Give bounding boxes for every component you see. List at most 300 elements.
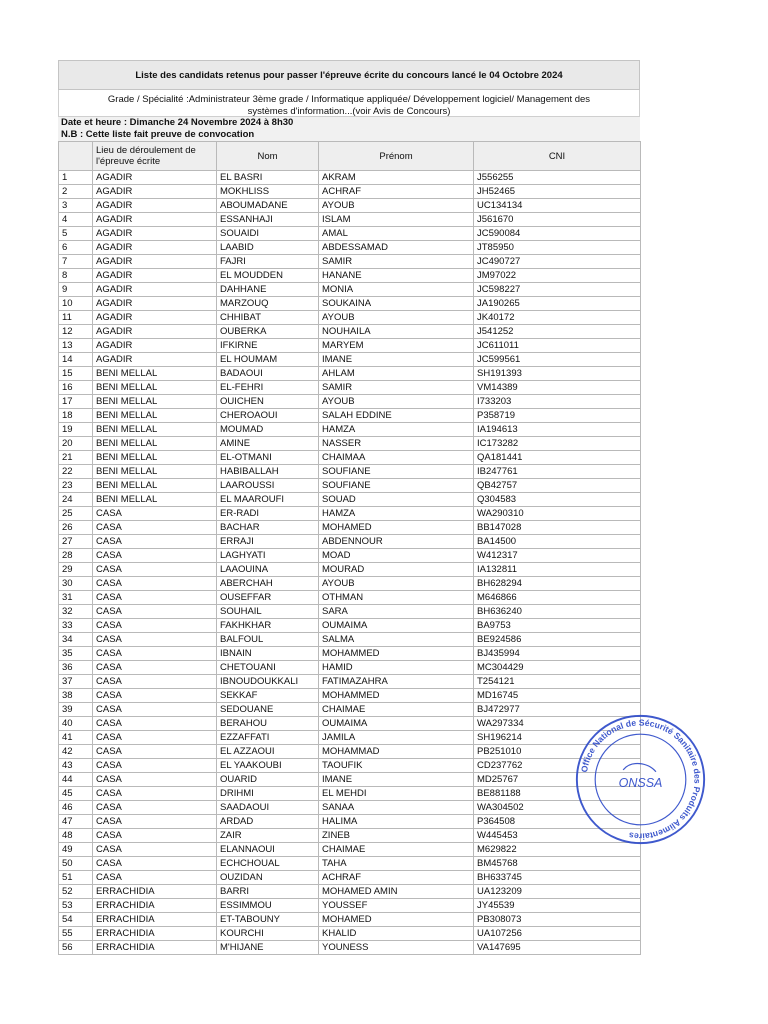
- header-lieu-line-2: l'épreuve écrite: [96, 156, 161, 167]
- exam-date-line: Date et heure : Dimanche 24 Novembre 2024 à 8h30: [58, 117, 640, 129]
- row-nom: BARRI: [217, 885, 319, 899]
- row-nom: LAAROUSSI: [217, 479, 319, 493]
- row-cni: SH196214: [474, 731, 641, 745]
- row-cni: JK40172: [474, 311, 641, 325]
- row-cni: JM97022: [474, 269, 641, 283]
- row-cni: BH636240: [474, 605, 641, 619]
- row-nom: SEDOUANE: [217, 703, 319, 717]
- row-nom: IBNOUDOUKKALI: [217, 675, 319, 689]
- row-prenom: MOHAMED: [319, 521, 474, 535]
- row-prenom: ISLAM: [319, 213, 474, 227]
- row-prenom: MOHAMMED: [319, 647, 474, 661]
- row-cni: MD16745: [474, 689, 641, 703]
- row-number: 33: [59, 619, 93, 633]
- row-lieu: CASA: [93, 773, 217, 787]
- row-number: 2: [59, 185, 93, 199]
- row-lieu: ERRACHIDIA: [93, 927, 217, 941]
- row-prenom: SOUKAINA: [319, 297, 474, 311]
- row-number: 48: [59, 829, 93, 843]
- table-row: [59, 619, 641, 633]
- row-nom: EL-OTMANI: [217, 451, 319, 465]
- table-row: [59, 241, 641, 255]
- row-cni: UC134134: [474, 199, 641, 213]
- row-cni: BA9753: [474, 619, 641, 633]
- row-cni: JC590084: [474, 227, 641, 241]
- row-number: 15: [59, 367, 93, 381]
- row-lieu: BENI MELLAL: [93, 437, 217, 451]
- row-lieu: CASA: [93, 871, 217, 885]
- row-nom: BADAOUI: [217, 367, 319, 381]
- row-lieu: CASA: [93, 577, 217, 591]
- row-number: 39: [59, 703, 93, 717]
- table-body: [59, 171, 641, 955]
- header-nom: Nom: [217, 142, 319, 171]
- table-header-row: [59, 142, 641, 171]
- table-row: [59, 171, 641, 185]
- row-lieu: AGADIR: [93, 185, 217, 199]
- table-row: [59, 647, 641, 661]
- row-number: 6: [59, 241, 93, 255]
- row-cni: IB247761: [474, 465, 641, 479]
- row-prenom: SANAA: [319, 801, 474, 815]
- row-prenom: NOUHAILA: [319, 325, 474, 339]
- row-cni: JY45539: [474, 899, 641, 913]
- stamp-signature-mark: [623, 764, 656, 772]
- row-nom: ABOUMADANE: [217, 199, 319, 213]
- row-prenom: SAMIR: [319, 381, 474, 395]
- row-lieu: ERRACHIDIA: [93, 913, 217, 927]
- row-nom: EL HOUMAM: [217, 353, 319, 367]
- row-lieu: BENI MELLAL: [93, 423, 217, 437]
- table-row: [59, 311, 641, 325]
- table-row: [59, 801, 641, 815]
- row-number: 51: [59, 871, 93, 885]
- table-row: [59, 703, 641, 717]
- table-row: [59, 521, 641, 535]
- row-number: 27: [59, 535, 93, 549]
- table-row: [59, 297, 641, 311]
- header-number: [59, 142, 93, 171]
- row-cni: BH633745: [474, 871, 641, 885]
- row-lieu: AGADIR: [93, 297, 217, 311]
- row-nom: ARDAD: [217, 815, 319, 829]
- row-number: 42: [59, 745, 93, 759]
- row-nom: FAKHKHAR: [217, 619, 319, 633]
- row-number: 16: [59, 381, 93, 395]
- row-lieu: AGADIR: [93, 171, 217, 185]
- row-number: 37: [59, 675, 93, 689]
- row-lieu: BENI MELLAL: [93, 465, 217, 479]
- row-prenom: AYOUB: [319, 577, 474, 591]
- row-prenom: TAHA: [319, 857, 474, 871]
- row-number: 3: [59, 199, 93, 213]
- row-prenom: KHALID: [319, 927, 474, 941]
- row-number: 47: [59, 815, 93, 829]
- row-nom: FAJRI: [217, 255, 319, 269]
- row-number: 53: [59, 899, 93, 913]
- row-cni: IC173282: [474, 437, 641, 451]
- row-number: 13: [59, 339, 93, 353]
- row-cni: T254121: [474, 675, 641, 689]
- onssa-stamp: [573, 712, 708, 847]
- row-lieu: AGADIR: [93, 241, 217, 255]
- table-row: [59, 745, 641, 759]
- table-row: [59, 633, 641, 647]
- row-lieu: CASA: [93, 801, 217, 815]
- row-number: 30: [59, 577, 93, 591]
- row-nom: MOUMAD: [217, 423, 319, 437]
- row-prenom: EL MEHDI: [319, 787, 474, 801]
- row-number: 23: [59, 479, 93, 493]
- table-row: [59, 661, 641, 675]
- row-nom: ELANNAOUI: [217, 843, 319, 857]
- row-lieu: CASA: [93, 661, 217, 675]
- row-nom: CHHIBAT: [217, 311, 319, 325]
- row-cni: QA181441: [474, 451, 641, 465]
- row-prenom: SALMA: [319, 633, 474, 647]
- row-cni: JC598227: [474, 283, 641, 297]
- row-nom: LAGHYATI: [217, 549, 319, 563]
- row-lieu: AGADIR: [93, 213, 217, 227]
- row-cni: Q304583: [474, 493, 641, 507]
- row-nom: KOURCHI: [217, 927, 319, 941]
- row-cni: SH191393: [474, 367, 641, 381]
- row-lieu: CASA: [93, 815, 217, 829]
- row-prenom: SAMIR: [319, 255, 474, 269]
- document-sheet: [58, 60, 640, 955]
- row-prenom: AMAL: [319, 227, 474, 241]
- row-cni: MC304429: [474, 661, 641, 675]
- row-cni: BB147028: [474, 521, 641, 535]
- table-row: [59, 815, 641, 829]
- row-prenom: SOUFIANE: [319, 465, 474, 479]
- row-cni: BJ472977: [474, 703, 641, 717]
- table-row: [59, 941, 641, 955]
- row-lieu: AGADIR: [93, 199, 217, 213]
- table-row: [59, 493, 641, 507]
- row-nom: LAABID: [217, 241, 319, 255]
- row-cni: QB42757: [474, 479, 641, 493]
- row-lieu: CASA: [93, 731, 217, 745]
- table-row: [59, 563, 641, 577]
- row-number: 28: [59, 549, 93, 563]
- row-lieu: ERRACHIDIA: [93, 941, 217, 955]
- row-lieu: CASA: [93, 633, 217, 647]
- row-nom: SEKKAF: [217, 689, 319, 703]
- row-lieu: CASA: [93, 675, 217, 689]
- row-cni: IA194613: [474, 423, 641, 437]
- row-cni: WA304502: [474, 801, 641, 815]
- row-number: 45: [59, 787, 93, 801]
- row-prenom: YOUNESS: [319, 941, 474, 955]
- table-row: [59, 395, 641, 409]
- row-prenom: ACHRAF: [319, 185, 474, 199]
- row-nom: EL-FEHRI: [217, 381, 319, 395]
- row-nom: M'HIJANE: [217, 941, 319, 955]
- table-row: [59, 899, 641, 913]
- row-number: 52: [59, 885, 93, 899]
- table-row: [59, 787, 641, 801]
- row-number: 54: [59, 913, 93, 927]
- row-number: 9: [59, 283, 93, 297]
- table-row: [59, 507, 641, 521]
- row-number: 1: [59, 171, 93, 185]
- row-cni: CD237762: [474, 759, 641, 773]
- row-number: 32: [59, 605, 93, 619]
- row-prenom: ABDESSAMAD: [319, 241, 474, 255]
- row-number: 55: [59, 927, 93, 941]
- row-prenom: SOUFIANE: [319, 479, 474, 493]
- row-number: 56: [59, 941, 93, 955]
- row-prenom: IMANE: [319, 353, 474, 367]
- row-prenom: MOHAMMAD: [319, 745, 474, 759]
- row-cni: VA147695: [474, 941, 641, 955]
- table-row: [59, 913, 641, 927]
- nb-note-line: N.B : Cette liste fait preuve de convocation: [58, 129, 640, 141]
- row-lieu: CASA: [93, 507, 217, 521]
- row-lieu: CASA: [93, 689, 217, 703]
- row-cni: P364508: [474, 815, 641, 829]
- row-prenom: JAMILA: [319, 731, 474, 745]
- row-prenom: MARYEM: [319, 339, 474, 353]
- row-prenom: HAMID: [319, 661, 474, 675]
- header-lieu: [93, 142, 217, 171]
- row-nom: ZAIR: [217, 829, 319, 843]
- row-prenom: AHLAM: [319, 367, 474, 381]
- table-row: [59, 269, 641, 283]
- table-row: [59, 927, 641, 941]
- row-nom: EL YAAKOUBI: [217, 759, 319, 773]
- table-row: [59, 213, 641, 227]
- row-number: 50: [59, 857, 93, 871]
- row-nom: EL BASRI: [217, 171, 319, 185]
- row-cni: PB251010: [474, 745, 641, 759]
- row-nom: BERAHOU: [217, 717, 319, 731]
- row-lieu: CASA: [93, 535, 217, 549]
- row-lieu: BENI MELLAL: [93, 395, 217, 409]
- table-row: [59, 675, 641, 689]
- row-lieu: AGADIR: [93, 353, 217, 367]
- row-nom: MARZOUQ: [217, 297, 319, 311]
- row-prenom: SARA: [319, 605, 474, 619]
- row-number: 19: [59, 423, 93, 437]
- row-lieu: CASA: [93, 829, 217, 843]
- table-row: [59, 885, 641, 899]
- row-nom: MOKHLISS: [217, 185, 319, 199]
- row-nom: OUZIDAN: [217, 871, 319, 885]
- table-row: [59, 731, 641, 745]
- table-row: [59, 465, 641, 479]
- row-cni: I733203: [474, 395, 641, 409]
- table-row: [59, 591, 641, 605]
- row-number: 20: [59, 437, 93, 451]
- row-number: 26: [59, 521, 93, 535]
- grade-specialty-box: [58, 90, 640, 117]
- table-row: [59, 479, 641, 493]
- row-cni: MD25767: [474, 773, 641, 787]
- row-lieu: CASA: [93, 563, 217, 577]
- table-row: [59, 857, 641, 871]
- row-cni: JC611011: [474, 339, 641, 353]
- row-prenom: IMANE: [319, 773, 474, 787]
- row-number: 10: [59, 297, 93, 311]
- row-number: 25: [59, 507, 93, 521]
- row-cni: BA14500: [474, 535, 641, 549]
- row-lieu: AGADIR: [93, 227, 217, 241]
- row-nom: BALFOUL: [217, 633, 319, 647]
- row-nom: OUBERKA: [217, 325, 319, 339]
- table-row: [59, 829, 641, 843]
- row-prenom: CHAIMAE: [319, 703, 474, 717]
- row-prenom: MOHAMED: [319, 913, 474, 927]
- row-lieu: CASA: [93, 745, 217, 759]
- row-prenom: FATIMAZAHRA: [319, 675, 474, 689]
- table-row: [59, 689, 641, 703]
- row-prenom: AKRAM: [319, 171, 474, 185]
- row-lieu: CASA: [93, 591, 217, 605]
- row-cni: M646866: [474, 591, 641, 605]
- row-cni: BM45768: [474, 857, 641, 871]
- table-row: [59, 773, 641, 787]
- row-lieu: BENI MELLAL: [93, 381, 217, 395]
- row-number: 17: [59, 395, 93, 409]
- row-lieu: CASA: [93, 843, 217, 857]
- row-prenom: CHAIMAA: [319, 451, 474, 465]
- row-nom: ERRAJI: [217, 535, 319, 549]
- row-prenom: MONIA: [319, 283, 474, 297]
- row-prenom: AYOUB: [319, 311, 474, 325]
- row-lieu: BENI MELLAL: [93, 409, 217, 423]
- row-cni: JA190265: [474, 297, 641, 311]
- table-row: [59, 255, 641, 269]
- row-nom: EL MAAROUFI: [217, 493, 319, 507]
- row-prenom: AYOUB: [319, 395, 474, 409]
- row-cni: P358719: [474, 409, 641, 423]
- grade-line-2: systèmes d'information...(voir Avis de Concours): [247, 106, 451, 117]
- row-number: 24: [59, 493, 93, 507]
- row-nom: LAAOUINA: [217, 563, 319, 577]
- row-prenom: MOURAD: [319, 563, 474, 577]
- row-cni: BJ435994: [474, 647, 641, 661]
- row-number: 12: [59, 325, 93, 339]
- row-nom: CHEROAOUI: [217, 409, 319, 423]
- row-lieu: AGADIR: [93, 255, 217, 269]
- row-nom: ER-RADI: [217, 507, 319, 521]
- row-lieu: CASA: [93, 549, 217, 563]
- row-prenom: ZINEB: [319, 829, 474, 843]
- row-prenom: OUMAIMA: [319, 717, 474, 731]
- table-row: [59, 367, 641, 381]
- table-row: [59, 353, 641, 367]
- row-nom: SAADAOUI: [217, 801, 319, 815]
- row-number: 43: [59, 759, 93, 773]
- row-lieu: CASA: [93, 703, 217, 717]
- row-cni: UA107256: [474, 927, 641, 941]
- row-number: 40: [59, 717, 93, 731]
- table-row: [59, 535, 641, 549]
- row-number: 5: [59, 227, 93, 241]
- row-lieu: CASA: [93, 605, 217, 619]
- row-number: 11: [59, 311, 93, 325]
- row-nom: EL MOUDDEN: [217, 269, 319, 283]
- row-cni: J556255: [474, 171, 641, 185]
- row-cni: W412317: [474, 549, 641, 563]
- row-lieu: BENI MELLAL: [93, 367, 217, 381]
- table-row: [59, 549, 641, 563]
- row-number: 31: [59, 591, 93, 605]
- row-lieu: CASA: [93, 717, 217, 731]
- row-nom: SOUAIDI: [217, 227, 319, 241]
- table-row: [59, 185, 641, 199]
- header-lieu-line-1: Lieu de déroulement de: [96, 145, 196, 156]
- stamp-ring-text: Office National de Sécurité Sanitaire des Produits Alimentaires: [578, 717, 703, 842]
- table-row: [59, 871, 641, 885]
- row-prenom: HANANE: [319, 269, 474, 283]
- row-lieu: BENI MELLAL: [93, 451, 217, 465]
- row-nom: CHETOUANI: [217, 661, 319, 675]
- row-nom: ECHCHOUAL: [217, 857, 319, 871]
- table-row: [59, 339, 641, 353]
- row-cni: J561670: [474, 213, 641, 227]
- table-row: [59, 605, 641, 619]
- row-prenom: YOUSSEF: [319, 899, 474, 913]
- row-cni: BE881188: [474, 787, 641, 801]
- row-prenom: TAOUFIK: [319, 759, 474, 773]
- row-number: 18: [59, 409, 93, 423]
- row-cni: JT85950: [474, 241, 641, 255]
- table-row: [59, 325, 641, 339]
- table-row: [59, 199, 641, 213]
- row-lieu: AGADIR: [93, 283, 217, 297]
- row-nom: OUSEFFAR: [217, 591, 319, 605]
- row-prenom: MOAD: [319, 549, 474, 563]
- row-nom: ET-TABOUNY: [217, 913, 319, 927]
- row-prenom: HALIMA: [319, 815, 474, 829]
- row-lieu: CASA: [93, 521, 217, 535]
- row-nom: IBNAIN: [217, 647, 319, 661]
- row-prenom: AYOUB: [319, 199, 474, 213]
- row-cni: JC599561: [474, 353, 641, 367]
- row-cni: UA123209: [474, 885, 641, 899]
- document-title-box: [58, 60, 640, 90]
- row-number: 36: [59, 661, 93, 675]
- row-nom: ABERCHAH: [217, 577, 319, 591]
- row-prenom: MOHAMMED: [319, 689, 474, 703]
- table-row: [59, 577, 641, 591]
- row-number: 29: [59, 563, 93, 577]
- table-row: [59, 409, 641, 423]
- row-prenom: SALAH EDDINE: [319, 409, 474, 423]
- row-cni: WA297334: [474, 717, 641, 731]
- row-nom: DRIHMI: [217, 787, 319, 801]
- row-number: 14: [59, 353, 93, 367]
- row-number: 8: [59, 269, 93, 283]
- row-number: 44: [59, 773, 93, 787]
- row-number: 4: [59, 213, 93, 227]
- row-prenom: MOHAMED AMIN: [319, 885, 474, 899]
- row-lieu: CASA: [93, 759, 217, 773]
- row-nom: EZZAFFATI: [217, 731, 319, 745]
- table-row: [59, 381, 641, 395]
- row-number: 35: [59, 647, 93, 661]
- row-number: 7: [59, 255, 93, 269]
- row-nom: IFKIRNE: [217, 339, 319, 353]
- stamp-center-text: ONSSA: [618, 776, 663, 791]
- grade-line-1: Grade / Spécialité :Administrateur 3ème grade / Informatique appliquée/ Développement logiciel/ Management des: [107, 94, 591, 105]
- row-lieu: CASA: [93, 619, 217, 633]
- row-cni: IA132811: [474, 563, 641, 577]
- row-prenom: SOUAD: [319, 493, 474, 507]
